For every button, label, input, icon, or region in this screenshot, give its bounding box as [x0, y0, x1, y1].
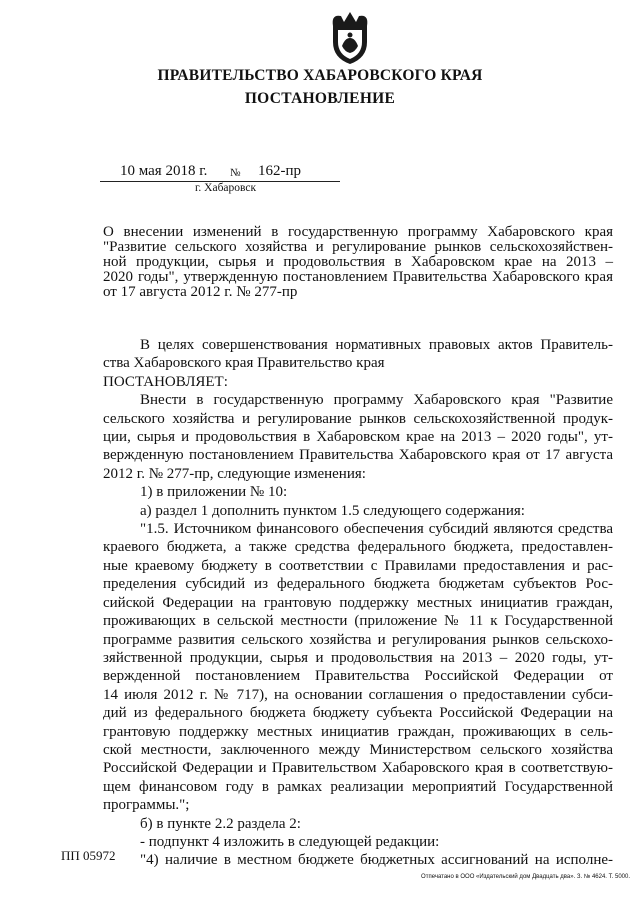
body-line: щем финансовом году в рамках реализации мероприятий Государственной	[103, 778, 613, 795]
city-label: г. Хабаровск	[195, 182, 257, 194]
body-line: 1) в приложении № 10:	[140, 484, 288, 501]
body-line: сийской Федерации на грантовую поддержку местных инициатив граждан,	[103, 594, 613, 611]
body-line: "1.5. Источником финансового обеспечения субсидий являются средства	[140, 521, 613, 538]
subject-line: от 17 августа 2012 г. № 277-пр	[103, 284, 298, 300]
body-line: ПОСТАНОВЛЯЕТ:	[103, 373, 228, 390]
document-date: 10 мая 2018 г.	[120, 163, 208, 179]
body-line: ской местности, заключенного между Министерством сельского хозяйства	[103, 741, 613, 758]
body-line: - подпункт 4 изложить в следующей редакции:	[140, 833, 440, 850]
body-line: зяйственной продукции, сырья и продовольствия на 2013 – 2020 годы, ут-	[103, 649, 613, 666]
body-line: сельского хозяйства и регулирование рынков сельскохозяйственной продук-	[103, 410, 613, 427]
body-line: В целях совершенствования нормативных правовых актов Правитель-	[140, 337, 613, 353]
subject-line: О внесении изменений в государственную программу Хабаровского края	[103, 224, 613, 240]
body-line: вержденной постановлением Правительства Российской Федерации от	[103, 668, 613, 685]
subject-line: 2020 годы", утвержденную постановлением Правительства Хабаровского края	[103, 269, 613, 285]
document-number: 162-пр	[258, 163, 302, 179]
body-line: ства Хабаровского края Правительство края	[103, 355, 385, 372]
body-line: а) раздел 1 дополнить пунктом 1.5 следующего содержания:	[140, 502, 525, 519]
coat-of-arms-emblem	[327, 8, 373, 66]
body-line: проживающих в сельской местности (приложение № 11 к Государственной	[103, 613, 613, 630]
printer-imprint: Отпечатано в ООО «Издательский дом Двадцать два». З. № 4624. Т. 5000.	[421, 874, 630, 880]
document-type: ПОСТАНОВЛЕНИЕ	[244, 90, 396, 107]
body-line: программе развития сельского хозяйства и регулирования рынков сельскохо-	[103, 631, 613, 648]
body-line: Российской Федерации и Правительством Хабаровского края в соответствую-	[103, 760, 613, 777]
body-line: грантовую поддержку местных инициатив граждан, проживающих в сель-	[103, 723, 613, 740]
government-title: ПРАВИТЕЛЬСТВО ХАБАРОВСКОГО КРАЯ	[157, 67, 483, 84]
subject-line: "Развитие сельского хозяйства и регулирование рынков сельскохозяйствен-	[103, 239, 613, 255]
body-line: вержденную постановлением Правительства Хабаровского края от 17 августа	[103, 447, 613, 464]
number-sign: №	[230, 167, 241, 179]
body-line: б) в пункте 2.2 раздела 2:	[140, 815, 301, 832]
document-body	[103, 336, 613, 870]
body-line: 2012 г. № 277-пр, следующие изменения:	[103, 465, 366, 482]
body-line: ные краевому бюджету в соответствии с Правилами предоставления и рас-	[103, 557, 613, 574]
body-line: пределения субсидий из федерального бюджета бюджетам субъектов Рос-	[103, 576, 613, 593]
body-line: ции, сырья и продовольствия в Хабаровском крае на 2013 – 2020 годы", ут-	[103, 429, 613, 446]
body-line: Внести в государственную программу Хабаровского края "Развитие	[140, 392, 613, 409]
document-code: ПП 05972	[61, 848, 116, 863]
date-number-line	[100, 163, 340, 182]
body-line: дий из федерального бюджета бюджету субъекта Российской Федерации на	[103, 705, 613, 722]
body-line: краевого бюджета, а также средства федерального бюджета, предоставлен-	[103, 539, 613, 556]
body-line: 14 июля 2012 г. № 717), на основании соглашения о предоставлении субси-	[103, 686, 613, 703]
document-subject	[103, 225, 613, 300]
body-line: программы.";	[103, 797, 190, 814]
subject-line: ной продукции, сырья и продовольствия в Хабаровском крае на 2013 –	[103, 254, 613, 270]
body-line: "4) наличие в местном бюджете бюджетных ассигнований на исполне-	[140, 852, 613, 869]
